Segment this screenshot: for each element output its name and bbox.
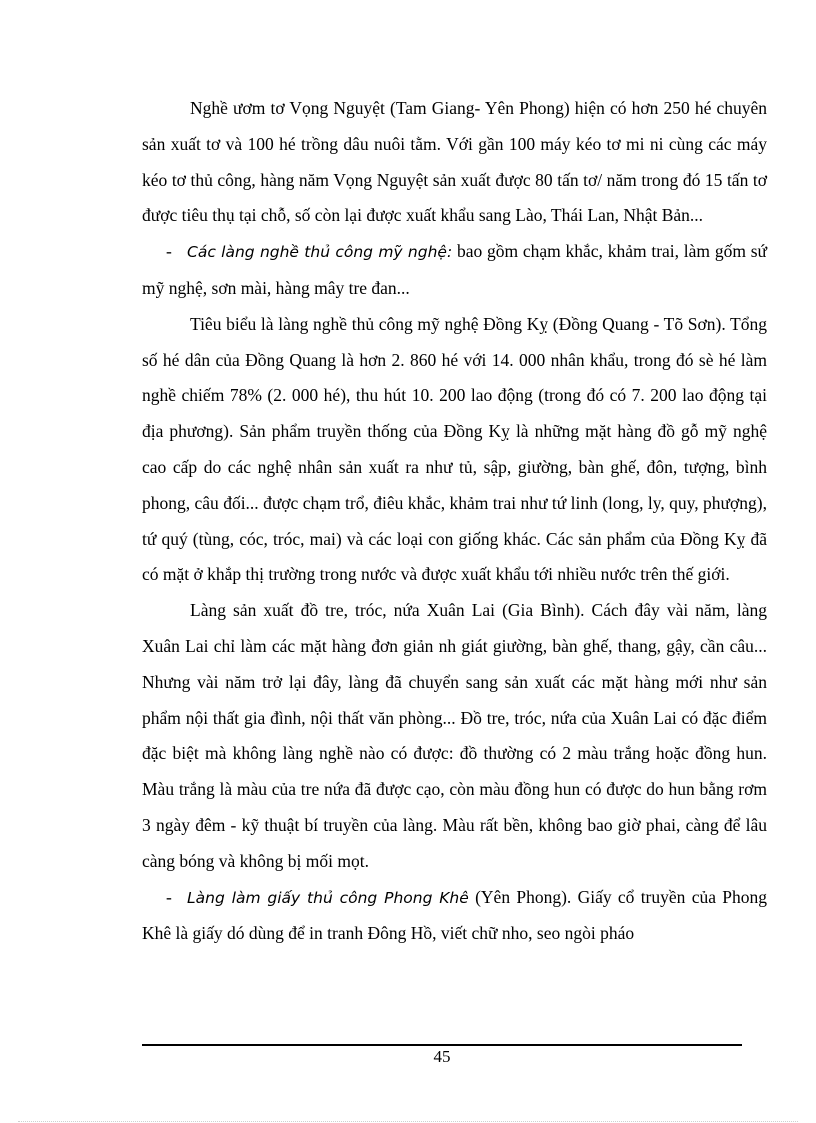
paragraph-xuan-lai: Làng sản xuất đồ tre, tróc, nứa Xuân Lai (Gia Bình). Cách đây vài năm, làng Xuân Lai chỉ làm các mặt hàng đơn giản nh giát giường, bàn ghế, thang, gậy, cần câu... Nhưng vài năm trở lại đây, làng đã chuyển sang sản xuất các mặt hàng mới như sản phẩm nội thất gia đình, nội thất văn phòng... Đồ tre, tróc, nứa của Xuân Lai có đặc điểm đặc biệt mà không làng nghề nào có được: đồ thường có 2 màu trắng hoặc đồng hun. Màu trắng là màu của tre nứa đã được cạo, còn màu đồng hun có được do hun bằng rơm 3 ngày đêm - kỹ thuật bí truyền của làng. Màu rất bền, không bao giờ phai, càng để lâu càng bóng và không bị mối mọt. bbox=[142, 600, 767, 871]
bullet-phong-khe-paper bbox=[142, 880, 767, 953]
footer-rule bbox=[142, 1044, 742, 1046]
paragraph-silk-village: Nghề ươm tơ Vọng Nguyệt (Tam Giang- Yên Phong) hiện có hơn 250 hé chuyên sản xuất tơ và 100 hé trồng dâu nuôi tằm. Với gần 100 máy kéo tơ mi ni cùng các máy kéo tơ thủ công, hàng năm Vọng Nguyệt sản xuất được 80 tấn tơ/ năm trong đó 15 tấn tơ được tiêu thụ tại chỗ, số còn lại được xuất khẩu sang Lào, Thái Lan, Nhật Bản... bbox=[142, 98, 767, 226]
page-body bbox=[142, 91, 767, 952]
bullet-dash: - bbox=[166, 241, 172, 262]
bullet-handicraft-villages bbox=[142, 234, 767, 307]
bullet-dash: - bbox=[166, 886, 172, 907]
page-bottom-border bbox=[18, 1121, 798, 1122]
bullet-handicraft-text: bao gồm chạm khắc, khảm trai, làm gốm sứ mỹ nghệ, sơn mài, hàng mây tre đan... bbox=[142, 241, 767, 298]
paragraph-dong-ky: Tiêu biểu là làng nghề thủ công mỹ nghệ Đồng Kỵ (Đồng Quang - Tõ Sơn). Tổng số hé dân của Đồng Quang là hơn 2. 860 hé với 14. 000 nhân khẩu, trong đó sè hé làm nghề chiếm 78% (2. 000 hé), thu hút 10. 200 lao động (trong đó có 7. 200 lao động tại địa phương). Sản phẩm truyền thống của Đồng Kỵ là những mặt hàng đồ gỗ mỹ nghệ cao cấp do các nghệ nhân sản xuất ra như tủ, sập, giường, bàn ghế, đôn, tượng, bình phong, câu đối... được chạm trổ, điêu khắc, khảm trai như tứ linh (long, ly, quy, phượng), tứ quý (tùng, cóc, tróc, mai) và các loại con giống khác. Các sản phẩm của Đồng Kỵ đã có mặt ở khắp thị trường trong nước và được xuất khẩu tới nhiều nước trên thế giới. bbox=[142, 313, 767, 585]
bullet-phong-khe-text: (Yên Phong). Giấy cổ truyền của Phong Khê là giấy dó dùng để in tranh Đông Hồ, viết chữ nho, seo ngòi pháo bbox=[142, 886, 767, 944]
bullet-handicraft-heading: Các làng nghề thủ công mỹ nghệ: bbox=[187, 243, 453, 262]
bullet-phong-khe-heading: Làng làm giấy thủ công Phong Khê bbox=[187, 888, 469, 907]
page-number: 45 bbox=[433, 1047, 451, 1066]
